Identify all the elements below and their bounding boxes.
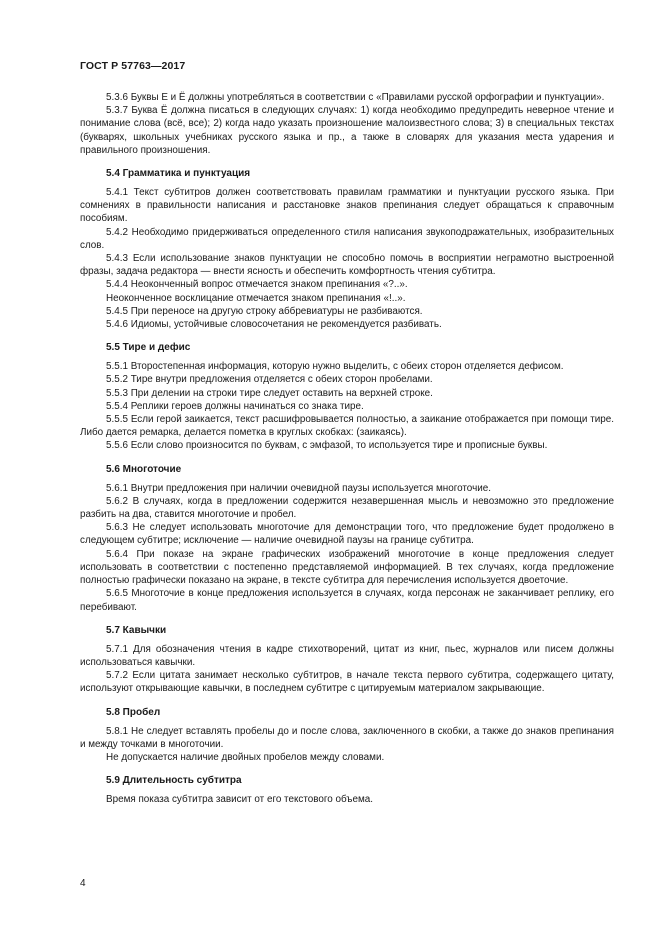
paragraph: 5.6.2 В случаях, когда в предложении содержится незавершенная мысль и невозможно это предложение разбить на два, ставится многоточие и пробел. (80, 495, 614, 521)
paragraph: 5.5.4 Реплики героев должны начинаться со знака тире. (106, 400, 364, 412)
section-heading: 5.6 Многоточие (106, 463, 182, 475)
paragraph: 5.5.3 При делении на строки тире следует оставить на верхней строке. (106, 387, 433, 399)
section-heading: 5.4 Грамматика и пунктуация (106, 168, 251, 180)
paragraph: 5.4.5 При переносе на другую строку аббревиатуры не разбиваются. (106, 305, 423, 317)
paragraph: Время показа субтитра зависит от его текстового объема. (106, 794, 373, 806)
paragraph: 5.6.5 Многоточие в конце предложения используется в случаях, когда персонаж не заканчивает реплику, его перебивают. (80, 588, 614, 613)
section-heading: 5.8 Пробел (106, 706, 161, 718)
document-header: ГОСТ Р 57763—2017 (80, 60, 186, 72)
paragraph: 5.4.6 Идиомы, устойчивые словосочетания не рекомендуется разбивать. (106, 319, 442, 331)
paragraph: 5.4.3 Если использование знаков пунктуации не способно помочь в восприятии неграмотно выстроенной фразы, задача редактора — внести ясность и обеспечить комфортность чтения субтитра. (80, 253, 614, 278)
paragraph: 5.7.2 Если цитата занимает несколько субтитров, в начале текста первого субтитра, содержащего цитату, используют открывающие кавычки, в последнем субтитре с цитируемым материалом закрывающие. (80, 670, 614, 695)
paragraph: 5.6.3 Не следует использовать многоточие для демонстрации того, что предложение будет продолжено в следующем субтитре; исключение — наличие очевидной паузы на границе субтитра. (80, 522, 614, 547)
paragraph: 5.8.1 Не следует вставлять пробелы до и после слова, заключенного в скобки, а также до знаков препинания и между точками в многоточии. (80, 725, 614, 750)
paragraph: 5.6.1 Внутри предложения при наличии очевидной паузы используется многоточие. (106, 482, 491, 494)
paragraph: 5.4.2 Необходимо придерживаться определенного стиля написания звукоподражательных, изобразительных слов. (80, 226, 614, 251)
section-heading: 5.7 Кавычки (106, 624, 167, 636)
document-body (80, 91, 614, 806)
paragraph: Неоконченное восклицание отмечается знаком препинания «!..». (106, 292, 406, 304)
paragraph: 5.5.1 Второстепенная информация, которую нужно выделить, с обеих сторон отделяется дефисом. (106, 361, 564, 373)
paragraph: Не допускается наличие двойных пробелов между словами. (106, 751, 385, 763)
paragraph: 5.4.1 Текст субтитров должен соответствовать правилам грамматики и пунктуации русского языка. При сомнениях в правильности написания и расстановке знаков препинания следует обращаться к справочным пособиям. (80, 187, 614, 225)
paragraph: 5.5.5 Если герой заикается, текст расшифровывается полностью, а заикание отображается при помощи тире. Либо дается ремарка, делается пометка в круглых скобках: (заикаясь). (80, 414, 614, 439)
section-heading: 5.9 Длительность субтитра (106, 775, 242, 787)
paragraph: 5.7.1 Для обозначения чтения в кадре стихотворений, цитат из книг, пьес, журналов или писем должны использоваться кавычки. (80, 643, 614, 668)
paragraph: 5.3.6 Буквы Е и Ё должны употребляться в соответствии с «Правилами русской орфографии и пунктуации». (106, 92, 605, 103)
paragraph: 5.3.7 Буква Ё должна писаться в следующих случаях: 1) когда необходимо предупредить неверное чтение и понимание слова (всё, все); 2) когда надо указать произношение малоизвестного слова; 3) в специальных текстах (букварях, школьных учебниках русского языка и пр., а также в словарях для указания места ударения и правильного произношения. (80, 105, 614, 156)
paragraph: 5.6.4 При показе на экране графических изображений многоточие в конце предложения следует использовать в соответствии с постепенно представляемой информацией. В тех случаях, когда предложение полностью графически показано на экране, в тексте субтитра для перечисления используется двоеточие. (80, 548, 614, 587)
page-number: 4 (80, 878, 86, 889)
paragraph: 5.5.2 Тире внутри предложения отделяется с обеих сторон пробелами. (106, 374, 433, 386)
paragraph: 5.4.4 Неоконченный вопрос отмечается знаком препинания «?..». (106, 279, 408, 291)
paragraph: 5.5.6 Если слово произносится по буквам, с эмфазой, то используется тире и прописные буквы. (106, 440, 548, 452)
section-heading: 5.5 Тире и дефис (106, 342, 191, 354)
